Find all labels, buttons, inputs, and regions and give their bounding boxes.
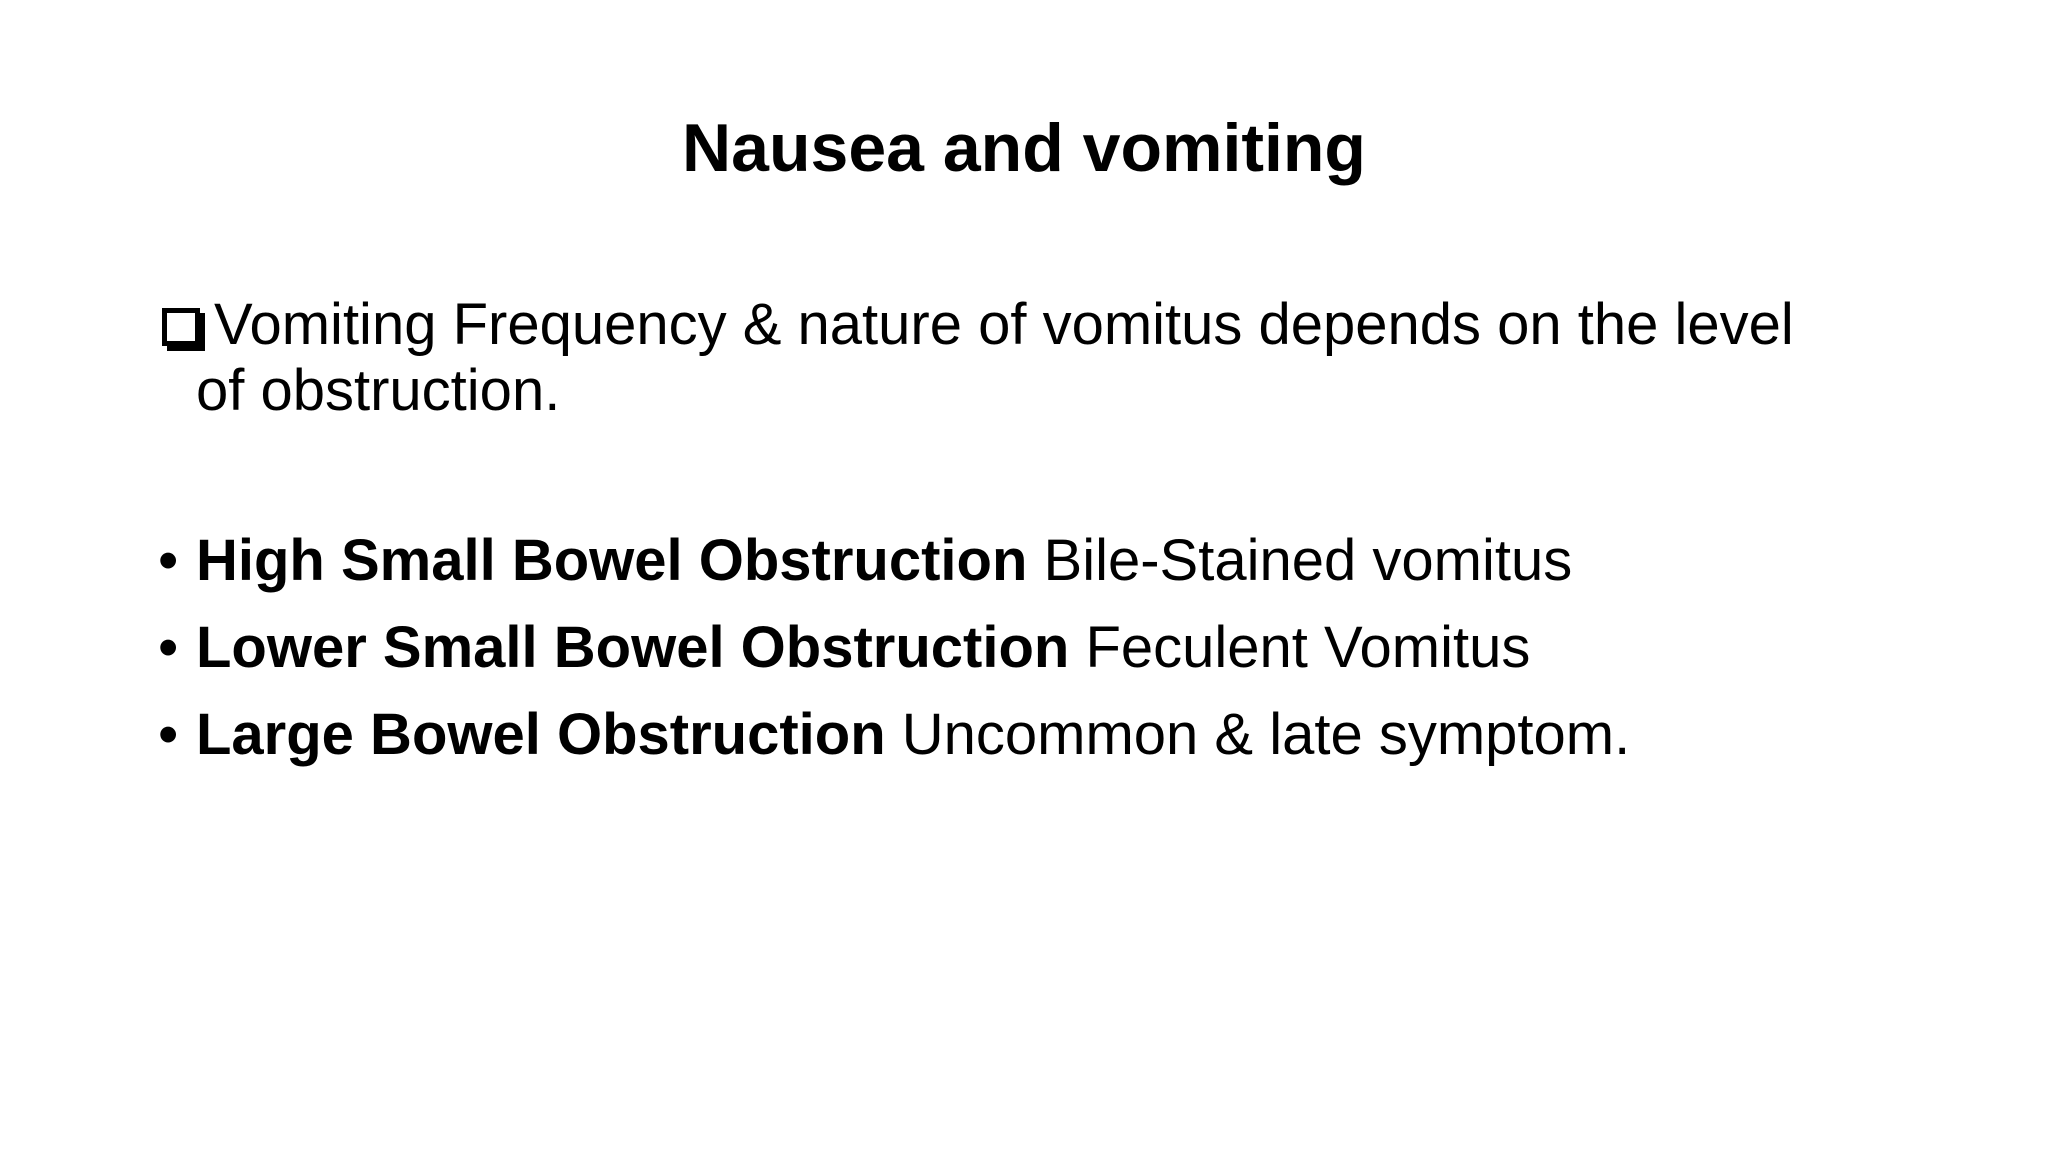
list-item-description: Feculent Vomitus <box>1069 615 1531 680</box>
lead-text-line1: Vomiting Frequency & nature of vomitus depends on the level <box>214 292 1794 357</box>
lead-line <box>158 292 1898 358</box>
list-item-description: Bile-Stained vomitus <box>1027 528 1573 593</box>
list-item <box>158 528 1918 594</box>
list-item-text <box>196 615 1530 681</box>
bullet-list <box>158 528 1918 789</box>
list-item-term: Large Bowel Obstruction <box>196 702 886 767</box>
bullet-dot-icon: • <box>158 702 179 767</box>
list-item-text <box>196 702 1630 768</box>
slide-title: Nausea and vomiting <box>682 110 1366 186</box>
list-item <box>158 702 1918 768</box>
list-item-term: High Small Bowel Obstruction <box>196 528 1028 593</box>
list-item-description: Uncommon & late symptom. <box>885 702 1631 767</box>
lead-text-line2: of obstruction. <box>196 358 561 423</box>
bullet-dot-icon: • <box>158 528 179 593</box>
list-item <box>158 615 1918 681</box>
checkbox-bullet-icon <box>162 308 200 346</box>
lead-paragraph <box>158 292 1898 424</box>
bullet-dot-icon: • <box>158 615 179 680</box>
list-item-text <box>196 528 1572 594</box>
list-item-term: Lower Small Bowel Obstruction <box>196 615 1070 680</box>
